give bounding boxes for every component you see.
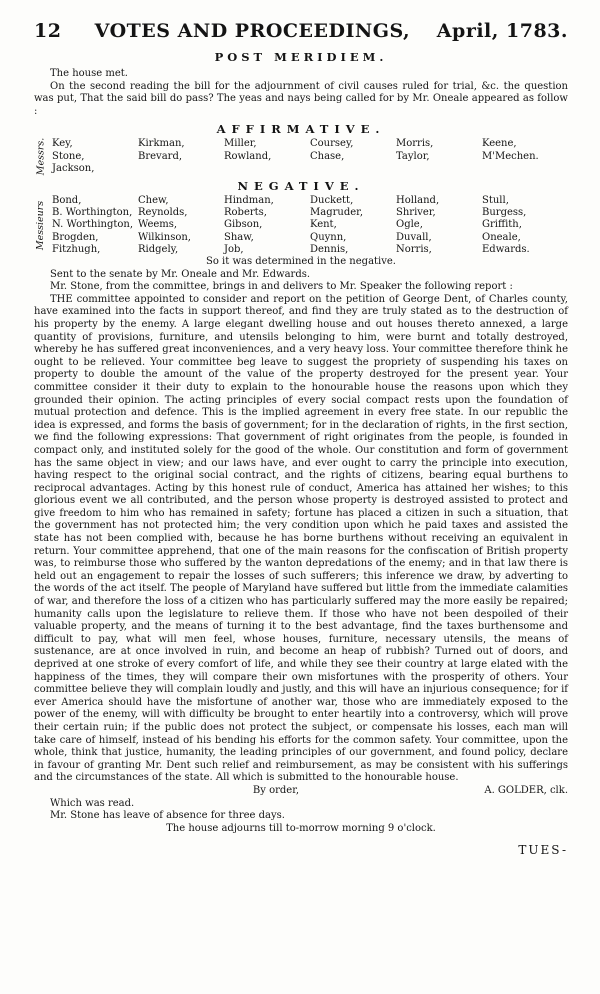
- affirmative-names: [52, 138, 568, 175]
- vote-name: Duckett,: [310, 194, 354, 206]
- vote-name: Holland,: [396, 194, 440, 206]
- affirmative-list: [34, 138, 568, 175]
- vote-name: Magruder,: [310, 207, 364, 219]
- vote-name: Hindman,: [224, 194, 274, 206]
- vote-name: Coursey,: [310, 138, 354, 150]
- adjournment: The house adjourns till to-morrow morning 9 o'clock.: [166, 822, 436, 834]
- vote-name: Quynn,: [310, 231, 347, 243]
- affirmative-side-label: Messrs.: [35, 137, 47, 176]
- negative-side-label: Messieurs: [35, 200, 47, 251]
- page-date: April, 1783.: [436, 20, 568, 42]
- vote-name: Shriver,: [396, 207, 436, 219]
- vote-name: Chew,: [138, 194, 169, 206]
- vote-name: Jackson,: [52, 162, 95, 174]
- vote-name: Weems,: [138, 219, 178, 231]
- catchword: TUES-: [518, 843, 568, 858]
- closing-line-1: Which was read.: [50, 797, 135, 809]
- vote-name: Duvall,: [396, 231, 432, 243]
- vote-name: Kirkman,: [138, 138, 185, 150]
- vote-name: M'Mechen.: [482, 150, 539, 162]
- vote-name: Morris,: [396, 138, 434, 150]
- affirmative-heading: AFFIRMATIVE.: [216, 122, 386, 137]
- vote-name: Fitzhugh,: [52, 243, 101, 255]
- clerk-signature: A. GOLDER, clk.: [484, 784, 568, 796]
- signature-line: [34, 785, 568, 798]
- closing-line-2: Mr. Stone has leave of absence for three days.: [50, 810, 285, 822]
- vote-name: Roberts,: [224, 207, 267, 219]
- vote-name: Burgess,: [482, 207, 527, 219]
- vote-name: Brogden,: [52, 231, 99, 243]
- vote-name: Keene,: [482, 138, 517, 150]
- by-order: By order,: [252, 784, 300, 796]
- vote-name: N. Worthington,: [52, 219, 134, 231]
- page-number: 12: [34, 20, 62, 42]
- page-title: VOTES AND PROCEEDINGS,: [94, 20, 411, 42]
- vote-result: So it was determined in the negative.: [206, 256, 396, 267]
- vote-name: Dennis,: [310, 243, 349, 255]
- vote-name: Oneale,: [482, 231, 521, 243]
- vote-name: Chase,: [310, 150, 345, 162]
- vote-name: Miller,: [224, 138, 257, 150]
- sent-to-senate: Sent to the senate by Mr. Oneale and Mr. Edwards.: [50, 268, 311, 280]
- vote-name: Taylor,: [396, 150, 430, 162]
- opening-line-1: The house met.: [50, 68, 128, 79]
- opening-line-2: On the second reading the bill for the adjournment of civil causes ruled for trial, &c. the question was put, That the said bill do pass? The yeas and nays being called for by Mr. Oneale appeared as follow :: [34, 80, 568, 117]
- vote-name: Rowland,: [224, 150, 272, 162]
- page-header: [34, 20, 568, 42]
- vote-name: Wilkinson,: [138, 231, 191, 243]
- report-body: THE committee appointed to consider and report on the petition of George Dent, of Charles county, have examined into the facts in support thereof, and find they are truly stated as to the destruction of his property by the enemy. A large elegant dwelling house and out houses thereto annexed, a large quantity of provisions, furniture, and utensils belonging to him, were burnt and totally destroyed, whereby he has suffered great inconveniences, and a very heavy loss. Your committee therefore think he ought to be relieved. Your committee beg leave to suggest the propriety of suspending his taxes on property to double the amount of the value of the property destroyed for the present year. Your committee consider it their duty to explain to the honourable house the reasons upon which they grounded their opinion. The acting principles of every social compact rests upon the foundation of mutual protection and defence. This is the implied agreement in every free state. In our republic the idea is expressed, and forms the basis of government; for in the declaration of rights, in the first section, we find the following expressions: That government of right originates from the people, is founded in compact only, and instituted solely for the good of the whole. Our constitution and form of government has the same object in view; and our laws have, and ever ought to carry the principle into execution, having respect to the original social contract, and the rights of citizens, bearing equal burthens to reciprocal advantages. Acting by this honest rule of conduct, America has attained her wishes; to this glorious event we all contributed, and the person whose property is destroyed assisted to protect and give freedom to him who has remained in safety; fortune has placed a citizen in such a situation, that the government has not protected him; the very condition upon which he paid taxes and assisted the state has not been complied with, because he has borne burthens without receiving an equivalent in return. Your committee apprehend, that one of the main reasons for the confiscation of British property was, to reimburse those who suffered by the wanton depredations of the enemy; and in that law there is held out an engagement to repair the losses of such sufferers; this inference we draw, by adverting to the words of the act itself. The people of Maryland have suffered but little from the immediate calamities of war, and therefore the loss of a citizen who has particularly suffered may the more easily be repaired; humanity calls upon the legislature to relieve them. If those who have not been despoiled of their valuable property, and the means of turning it to the best advantage, find the taxes burthensome and difficult to pay, what will men feel, whose houses, furniture, necessary utensils, the means of sustenance, are at once involved in ruin, and become an heap of rubbish? Turned out of doors, and deprived at one stroke of every comfort of life, and while they see their country at large elated with the happiness of the times, they will compare their own misfortunes with the prosperity of others. Your committee believe they will complain loudly and justly, and this will have an injurious consequence; for if ever America should have the misfortune of another war, those who are immediately exposed to the power of the enemy, will with difficulty be brought to enter heartily into a controversy, which will prove their certain ruin; if the public does not protect the subject, or compensate his losses, each man will take care of himself, instead of his bending his efforts for the common safety. Your committee, upon the whole, think that justice, humanity, the leading principles of our government, and found policy, declare in favour of granting Mr. Dent such relief and reimbursement, as may be consistent with his sufferings and the circumstances of the state. All which is submitted to the honourable house.: [34, 293, 568, 784]
- vote-name: Bond,: [52, 194, 82, 206]
- report-intro: Mr. Stone, from the committee, brings in and delivers to Mr. Speaker the following report :: [50, 281, 513, 293]
- vote-name: Norris,: [396, 243, 432, 255]
- vote-name: Key,: [52, 138, 73, 150]
- vote-name: Stone,: [52, 150, 85, 162]
- vote-name: Ridgely,: [138, 243, 179, 255]
- vote-name: Kent,: [310, 219, 337, 231]
- vote-name: Brevard,: [138, 150, 183, 162]
- negative-heading: NEGATIVE.: [237, 178, 365, 193]
- vote-name: Stull,: [482, 194, 509, 206]
- vote-name: Job,: [224, 243, 244, 255]
- vote-name: Ogle,: [396, 219, 423, 231]
- vote-name: Reynolds,: [138, 207, 188, 219]
- vote-name: Shaw,: [224, 231, 254, 243]
- vote-name: B. Worthington,: [52, 207, 133, 219]
- vote-name: Gibson,: [224, 219, 263, 231]
- negative-names: [52, 195, 568, 256]
- vote-name: Edwards.: [482, 243, 530, 255]
- negative-list: [34, 195, 568, 256]
- session-heading: POST MERIDIEM.: [214, 50, 388, 64]
- vote-name: Griffith,: [482, 219, 522, 231]
